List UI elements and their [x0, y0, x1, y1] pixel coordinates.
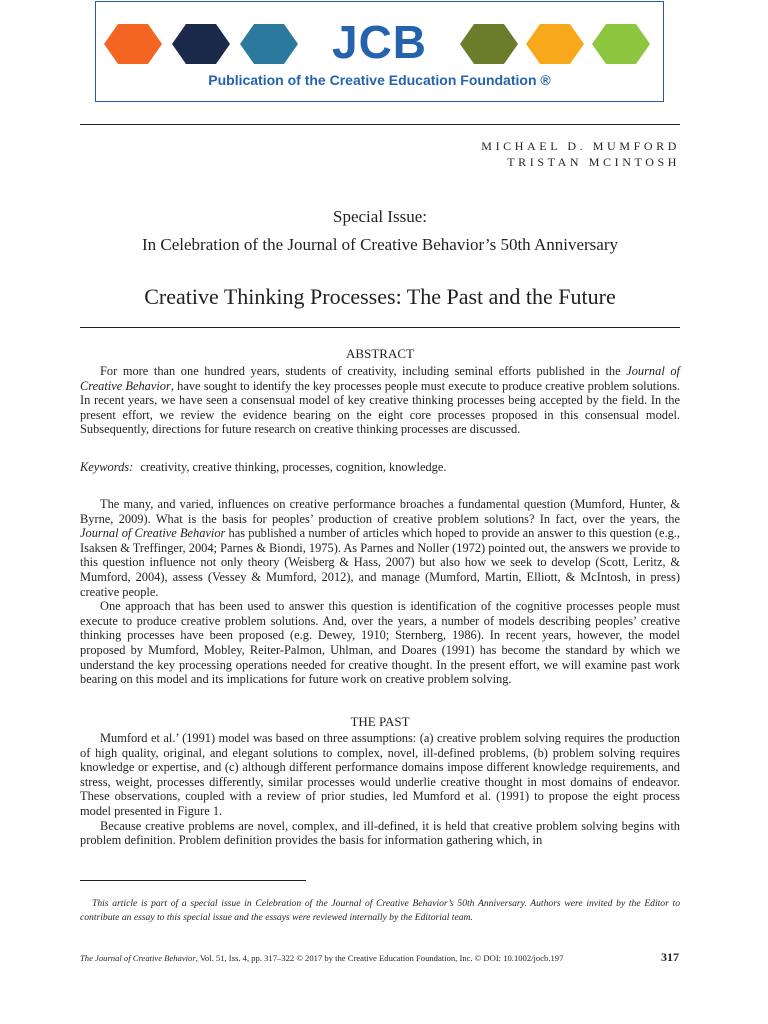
footer-citation: , Vol. 51, Iss. 4, pp. 317–322 © 2017 by the Creative Education Foundation, Inc. © DOI: 10.1002/jocb.197	[195, 953, 564, 963]
authors	[481, 138, 680, 170]
page-number: 317	[661, 950, 679, 964]
keywords-value: creativity, creative thinking, processes, cognition, knowledge.	[140, 460, 447, 474]
intro-paragraph-1: The many, and varied, influences on creative performance broaches a fundamental question (Mumford, Hunter, & Byrne, 2009). What is the basis for peoples’ production of creative problem solutions? In fact, over the years, the Journal of Creative Behavior has published a number of articles which hoped to provide an answer to this question (e.g., Isaksen & Treffinger, 2004; Parnes & Biondi, 1975). As Parnes and Noller (1972) pointed out, the answers we provide to this question influence not only theory (Weisberg & Hass, 2007) but also how we seek to develop (Scott, Leritz, & Mumford, 2004), assess (Vessey & Mumford, 2012), and manage (Mumford, Martin, Elliott, & McIntosh, in press) creative people.	[80, 497, 680, 599]
journal-banner	[95, 1, 664, 102]
diamond-icon-6	[592, 24, 650, 64]
keywords	[80, 460, 446, 475]
special-issue-title: In Celebration of the Journal of Creative Behavior’s 50th Anniversary	[141, 235, 619, 254]
diamond-icon-4	[460, 24, 518, 64]
author-name: MICHAEL D. MUMFORD	[481, 139, 680, 153]
abstract-heading: ABSTRACT	[346, 346, 414, 361]
banner-subtitle: Publication of the Creative Education Foundation ®	[208, 72, 551, 88]
intro-paragraph-2: One approach that has been used to answer this question is identification of the cognitive processes people must execute to produce creative problem solutions. And, over the years, a number of models describing peoples’ creative thinking processes have been proposed (e.g. Dewey, 1910; Sternberg, 1986). In recent years, however, the model proposed by Mumford, Mobley, Reiter-Palmon, Uhlman, and Doares (1991) has become the standard by which we understand the key processing operations needed for creative thought. In the present effort, we will examine past work bearing on this model and its implications for future work on creative problem solving.	[80, 599, 680, 687]
footnote: This article is part of a special issue in Celebration of the Journal of Creative Behavior’s 50th Anniversary. Authors were invited by the Editor to contribute an essay to this special issue and the essays were reviewed internally by the Editorial team.	[80, 898, 680, 923]
section-heading-past: THE PAST	[350, 714, 410, 729]
past-text	[80, 731, 680, 848]
intro-text	[80, 497, 680, 687]
diamond-icon-2	[172, 24, 230, 64]
diamond-icon-1	[104, 24, 162, 64]
footer-journal: The Journal of Creative Behavior	[80, 953, 196, 963]
special-issue-label: Special Issue:	[333, 207, 427, 226]
past-paragraph-2: Because creative problems are novel, complex, and ill-defined, it is held that creative problem solving begins with problem definition. Problem definition provides the basis for information gathering which, in	[80, 818, 680, 848]
diamond-icon-5	[526, 24, 584, 64]
footnote-rule	[80, 880, 306, 881]
diamond-icon-3	[240, 24, 298, 64]
title-rule	[80, 327, 680, 328]
page-footer	[80, 953, 563, 963]
abstract-text: For more than one hundred years, students of creativity, including seminal efforts published in the Journal of Creative Behavior, have sought to identify the key processes people must execute to produce creative problem solutions. In recent years, we have seen a consensual model of key creative thinking processes being accepted by the field. In the present effort, we review the evidence bearing on the eight core processes proposed in this consensual model. Subsequently, directions for future research on creative thinking processes are discussed.	[80, 364, 681, 437]
keywords-label: Keywords:	[80, 460, 134, 474]
author-name: TRISTAN MCINTOSH	[507, 155, 680, 169]
header-rule	[80, 124, 680, 125]
journal-logo: JCB	[332, 16, 428, 68]
article-title: Creative Thinking Processes: The Past and the Future	[144, 284, 616, 309]
past-paragraph-1: Mumford et al.’ (1991) model was based on three assumptions: (a) creative problem solving requires the production of high quality, original, and elegant solutions to complex, novel, ill-defined problems, (b) problem solving requires knowledge or expertise, and (c) although different performance domains impose different knowledge requirements, and stress, weight, processes differently, similar processes would underlie creative thought in most domains of endeavor. These observations, coupled with a review of prior studies, led Mumford et al. (1991) to propose the eight process model presented in Figure 1.	[80, 731, 680, 818]
